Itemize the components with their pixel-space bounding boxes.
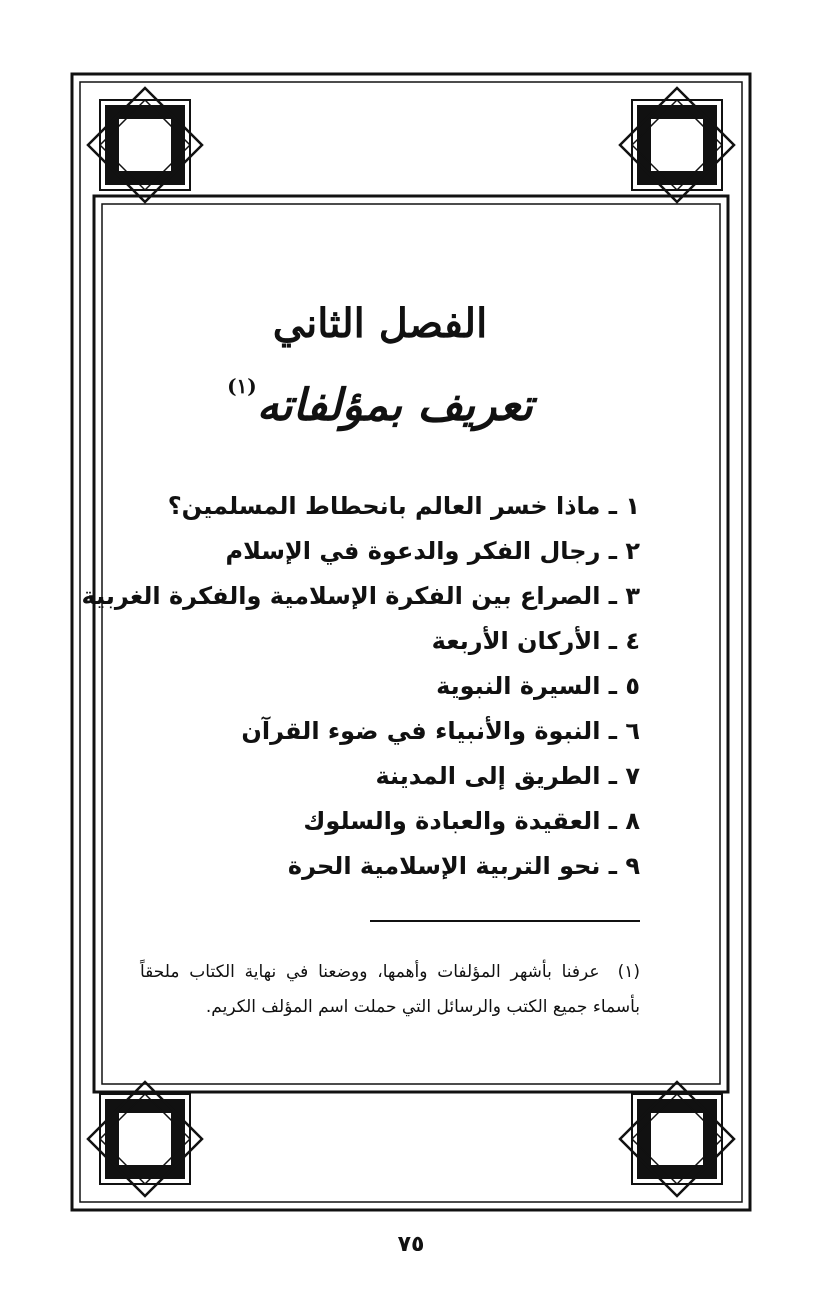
list-item-number: ١ bbox=[625, 492, 640, 520]
subtitle-footnote-marker: (١) bbox=[227, 374, 257, 398]
list-item bbox=[120, 844, 640, 889]
list-item-title: الصراع بين الفكرة الإسلامية والفكرة الغربية bbox=[81, 582, 601, 610]
list-separator: ـ bbox=[600, 492, 626, 520]
page-content bbox=[81, 0, 640, 1301]
list-separator: ـ bbox=[600, 852, 626, 880]
list-separator: ـ bbox=[600, 537, 626, 565]
footnote-text: عرفنا بأشهر المؤلفات وأهمها، ووضعنا في نهاية الكتاب ملحقاً بأسماء جميع الكتب والرسائل التي حملت اسم المؤلف الكريم. bbox=[140, 962, 640, 1017]
list-item-title: الطريق إلى المدينة bbox=[375, 762, 601, 790]
list-item-number: ٢ bbox=[625, 537, 640, 565]
chapter-subtitle: تعريف بمؤلفاته bbox=[256, 380, 533, 431]
list-item-title: نحو التربية الإسلامية الحرة bbox=[287, 852, 601, 880]
list-item bbox=[120, 484, 640, 529]
chapter-subtitle-wrapper bbox=[120, 374, 640, 431]
list-item bbox=[120, 709, 640, 754]
book-list bbox=[81, 484, 640, 889]
list-item bbox=[81, 574, 640, 619]
list-separator: ـ bbox=[600, 582, 626, 610]
list-item bbox=[120, 619, 640, 664]
list-separator: ـ bbox=[600, 807, 626, 835]
list-item-number: ٧ bbox=[625, 762, 640, 790]
list-item-title: السيرة النبوية bbox=[436, 672, 601, 700]
list-item-title: رجال الفكر والدعوة في الإسلام bbox=[225, 537, 601, 565]
list-item-number: ٤ bbox=[625, 627, 640, 655]
list-separator: ـ bbox=[600, 717, 626, 745]
list-separator: ـ bbox=[600, 762, 626, 790]
list-item bbox=[120, 754, 640, 799]
list-item-title: العقيدة والعبادة والسلوك bbox=[303, 807, 601, 835]
list-item-number: ٨ bbox=[625, 807, 640, 835]
list-separator: ـ bbox=[600, 627, 626, 655]
footnote-marker: (١) bbox=[617, 962, 640, 982]
list-item-number: ٩ bbox=[625, 852, 640, 880]
list-item-title: النبوة والأنبياء في ضوء القرآن bbox=[241, 717, 601, 745]
list-item-number: ٣ bbox=[625, 582, 640, 610]
list-separator: ـ bbox=[600, 672, 626, 700]
footnote bbox=[140, 955, 640, 1025]
chapter-title: الفصل الثاني bbox=[272, 300, 488, 347]
list-item bbox=[120, 529, 640, 574]
list-item-number: ٥ bbox=[625, 672, 640, 700]
list-item-title: الأركان الأربعة bbox=[431, 627, 601, 655]
footnote-divider bbox=[370, 920, 640, 922]
list-item-title: ماذا خسر العالم بانحطاط المسلمين؟ bbox=[167, 492, 601, 520]
list-item bbox=[120, 799, 640, 844]
list-item-number: ٦ bbox=[625, 717, 640, 745]
page-number: ٧٥ bbox=[397, 1232, 425, 1257]
list-item bbox=[120, 664, 640, 709]
